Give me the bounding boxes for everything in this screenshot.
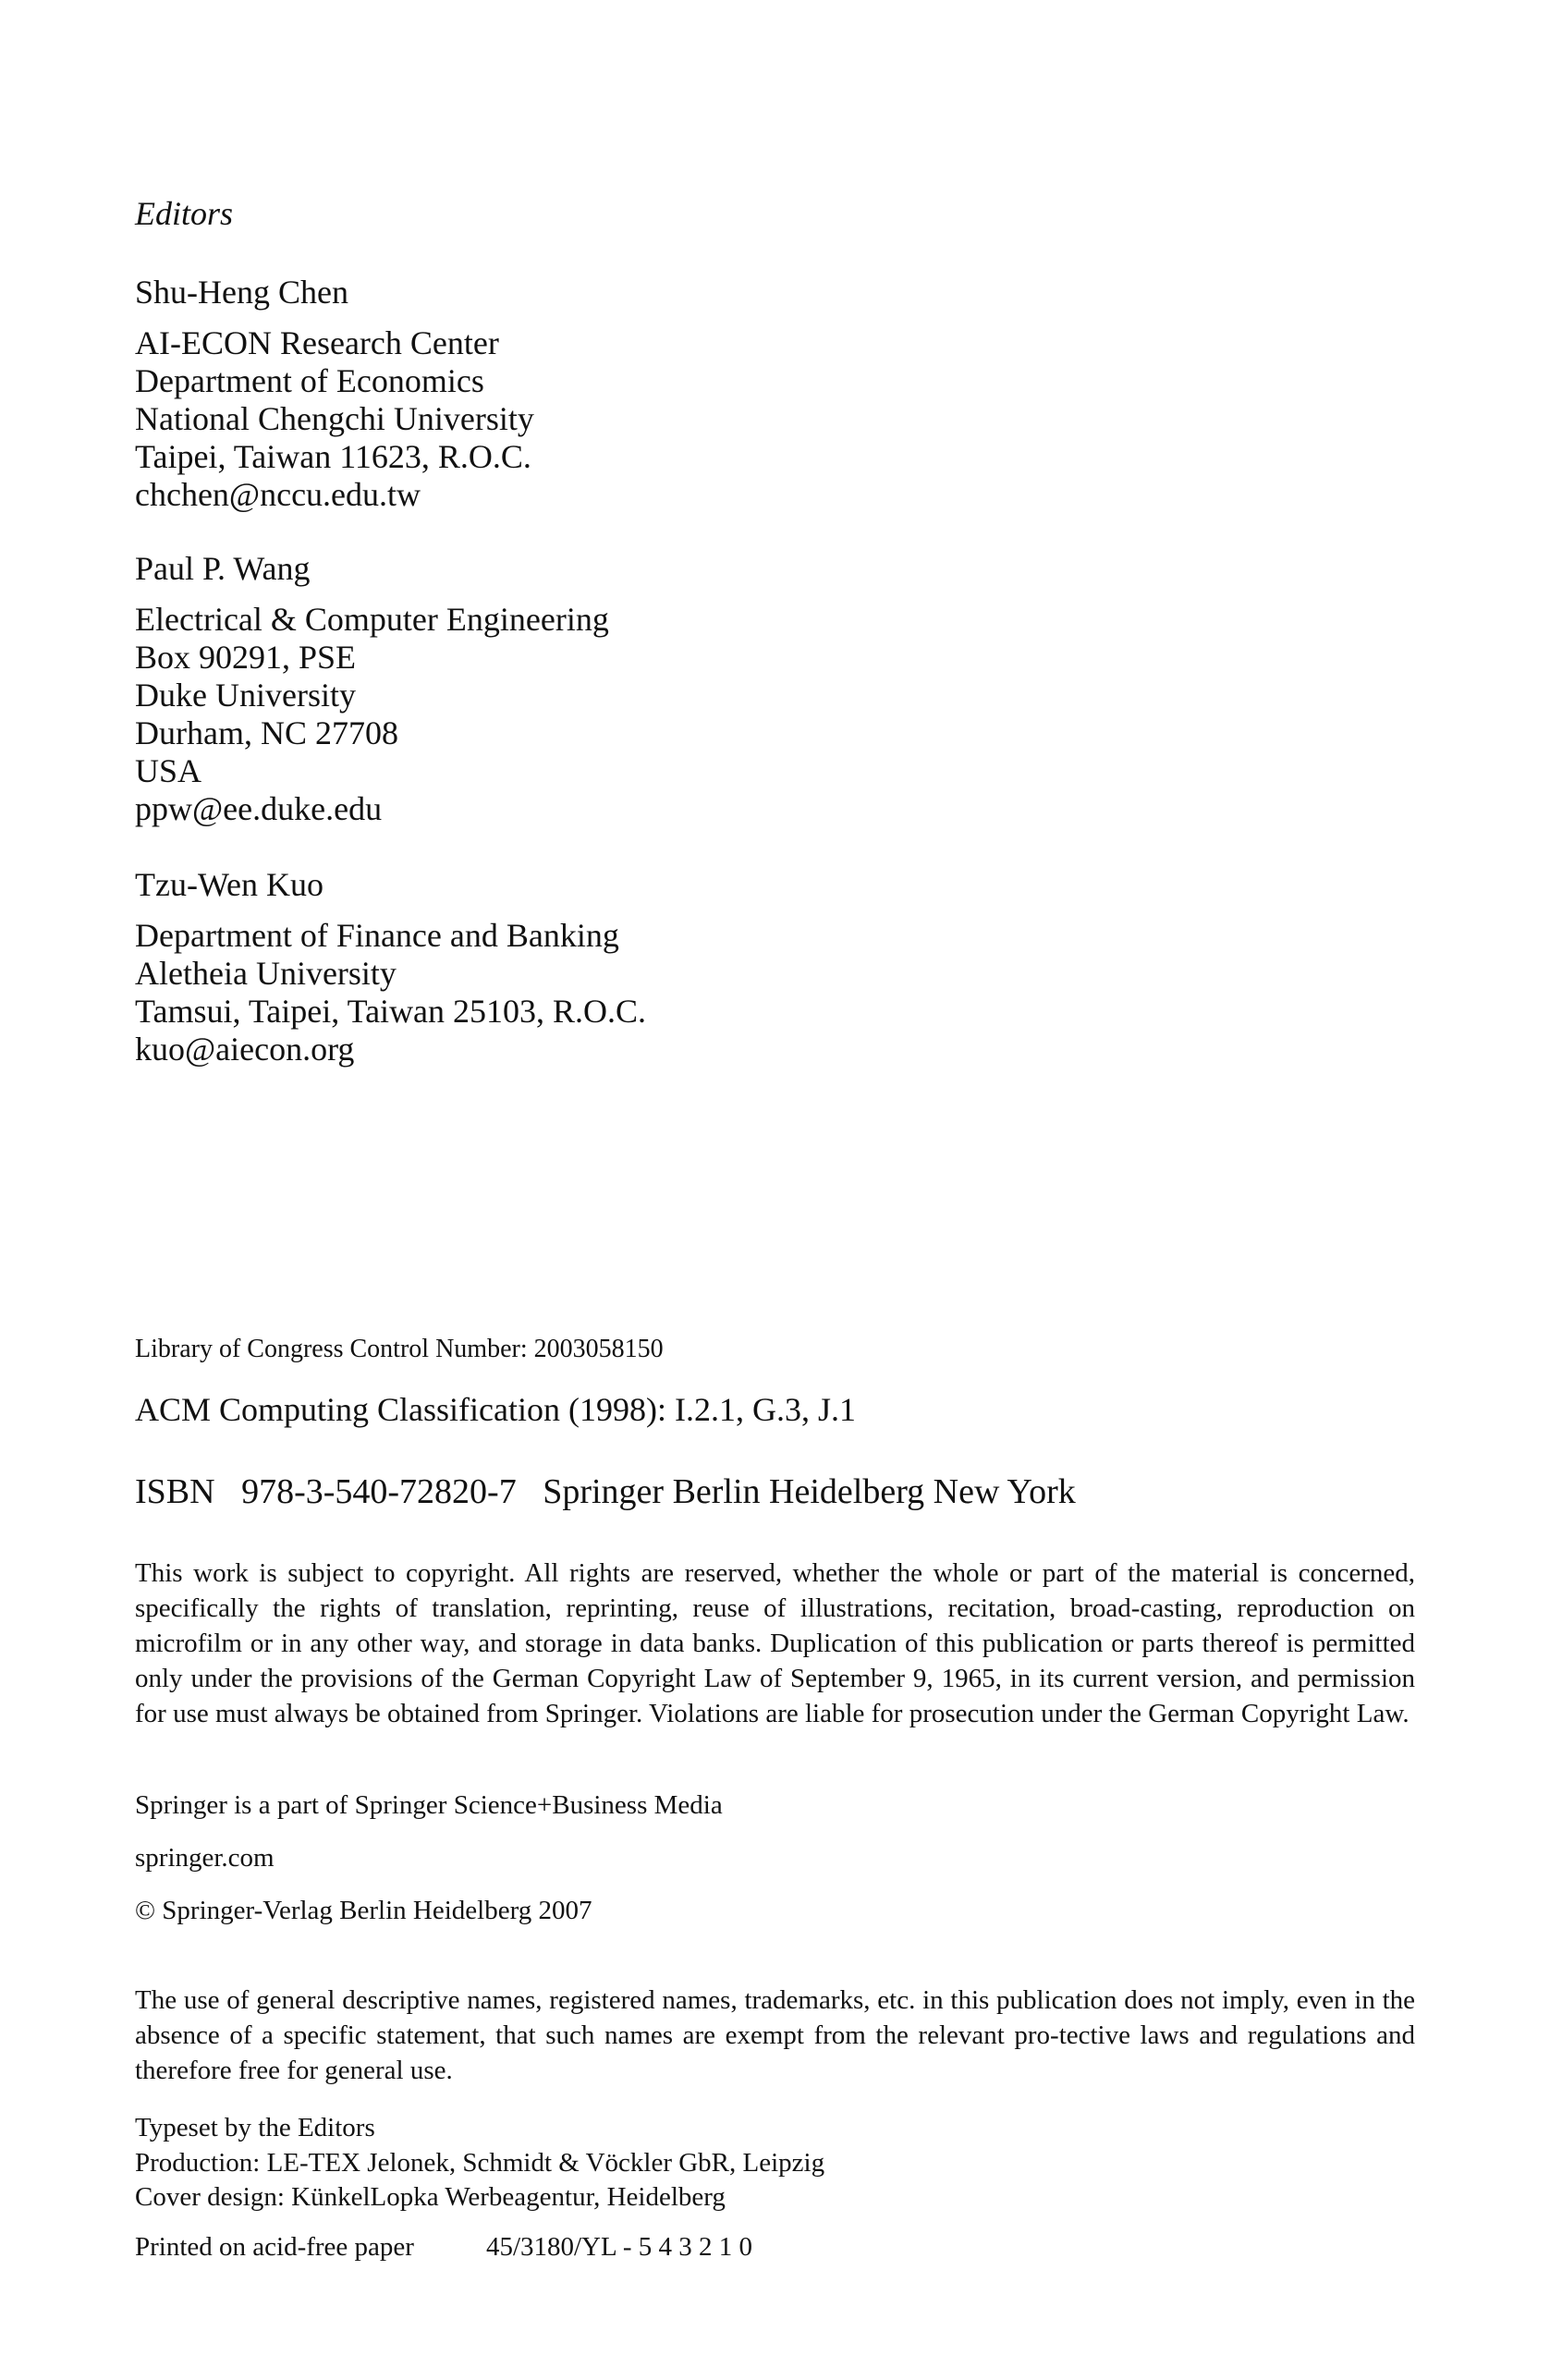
editor-affiliation-line: Department of Finance and Banking [135, 917, 619, 954]
editor-affiliation-line: National Chengchi University [135, 400, 534, 437]
trademark-notice: The use of general descriptive names, registered names, trademarks, etc. in this publication does not imply, even in the absence of a specific statement, that such names are exempt from the relevant pro-tective laws and regulations and therefore free for general use. [135, 1985, 1415, 2085]
cover-credit: Cover design: KünkelLopka Werbeagentur, Heidelberg [135, 2182, 726, 2212]
isbn-label: ISBN [135, 1472, 215, 1511]
copyright-line: © Springer-Verlag Berlin Heidelberg 2007 [135, 1896, 592, 1925]
editor-affiliation-line: Box 90291, PSE [135, 639, 357, 676]
printed-line [135, 2232, 752, 2263]
typeset-credit: Typeset by the Editors [135, 2113, 375, 2142]
copyright-page [135, 0, 1415, 2380]
isbn-number: 978-3-540-72820-7 [241, 1472, 517, 1511]
editor-affiliation-line: USA [135, 752, 202, 789]
editor-affiliation-line: Tamsui, Taipei, Taiwan 25103, R.O.C. [135, 993, 647, 1030]
editor-affiliation-line: Aletheia University [135, 955, 397, 992]
copyright-notice: This work is subject to copyright. All rights are reserved, whether the whole or part of the material is concerned, specifically the rights of translation, reprinting, reuse of illustrations, recitation, broad-casting, reproduction on microfilm or in any other way, and storage in data banks. Duplication of this publication or parts thereof is permitted only under the provisions of the German Copyright Law of September 9, 1965, in its current version, and permission for use must always be obtained from Springer. Violations are liable for prosecution under the German Copyright Law. [135, 1558, 1415, 1728]
editor-email: chchen@nccu.edu.tw [135, 476, 421, 513]
acm-classification: ACM Computing Classification (1998): I.2.1, G.3, J.1 [135, 1391, 856, 1428]
editor-block-chen [135, 274, 534, 514]
library-of-congress-number: Library of Congress Control Number: 2003058150 [135, 1335, 664, 1363]
editor-email: ppw@ee.duke.edu [135, 790, 383, 827]
editor-affiliation-line: Durham, NC 27708 [135, 714, 398, 751]
editor-block-wang [135, 550, 609, 828]
website-link[interactable]: springer.com [135, 1843, 275, 1873]
print-code: 45/3180/YL - 5 4 3 2 1 0 [485, 2232, 753, 2262]
springer-part-line: Springer is a part of Springer Science+Business Media [135, 1790, 723, 1820]
isbn-line [135, 1471, 1076, 1512]
editor-name: Shu-Heng Chen [135, 274, 348, 311]
editor-affiliation-line: Duke University [135, 677, 356, 714]
editor-block-kuo [135, 866, 646, 1068]
editor-affiliation-line: Taipei, Taiwan 11623, R.O.C. [135, 438, 531, 475]
editor-affiliation-line: AI-ECON Research Center [135, 324, 499, 361]
isbn-publisher: Springer Berlin Heidelberg New York [543, 1472, 1076, 1511]
editor-name: Tzu-Wen Kuo [135, 866, 324, 903]
editor-name: Paul P. Wang [135, 550, 311, 587]
editor-email: kuo@aiecon.org [135, 1031, 355, 1068]
editor-affiliation-line: Department of Economics [135, 362, 484, 399]
printed-text: Printed on acid-free paper [135, 2232, 414, 2262]
editor-affiliation-line: Electrical & Computer Engineering [135, 601, 609, 638]
production-credit: Production: LE-TEX Jelonek, Schmidt & Vöckler GbR, Leipzig [135, 2147, 825, 2178]
credits-block [135, 2111, 824, 2215]
editors-heading: Editors [135, 195, 234, 232]
